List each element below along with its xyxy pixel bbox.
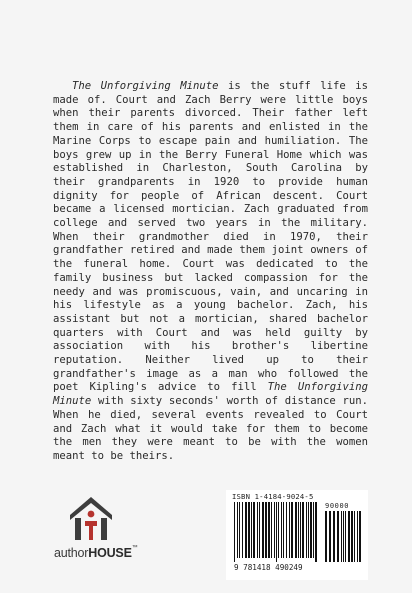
book-title-italic: The Unforgiving Minute [72,80,219,92]
barcode-addon-digits: 90000 [325,502,350,510]
blurb-text-part-2: with sixty seconds' worth of distance run. When he died, several events revealed to Court and Zach what it would take for them to become the men they were meant to be with the women meant to be theirs. [53,395,368,462]
book-title-italic-2: The Unforgiving Minute [53,381,369,408]
barcode-ean-digits: 9 781418 490249 [234,563,303,572]
publisher-house-icon [66,493,116,543]
blurb-text-part-1: is the stuff life is made of. Court and Zach Berry were little boys when their parents divorced. Their father left them in care of his parents and enlisted in the Marine Corps to escape pain and humiliation. The boys grew up in the Berry Funeral Home which was established in Charleston, South Carolina by their grandparents in 1920 to provide human dignity for people of African descent. Court became a licensed mortician. Zach graduated from college and served two years in the military. When their grandmother died in 1970, their grandfather retired and made them joint owners of the funeral home. Court was dedicated to the family business but lacked compassion for the needy and was promiscuous, vain, and uncaring in his lifestyle as a young bachelor. Zach, his assistant but not a mortician, shared bachelor quarters with Court and was held guilty by association with his brother's libertine reputation. Neither lived up to their grandfather's image as a man who followed the poet Kipling's advice to fill [53,80,368,394]
barcode-bars [226,502,368,564]
back-cover-blurb [53,80,368,464]
isbn-barcode [226,490,368,580]
isbn-label: ISBN 1-4184-9024-5 [232,492,314,501]
publisher-logo [52,493,138,583]
publisher-wordmark: authorHOUSE™ [54,545,138,560]
